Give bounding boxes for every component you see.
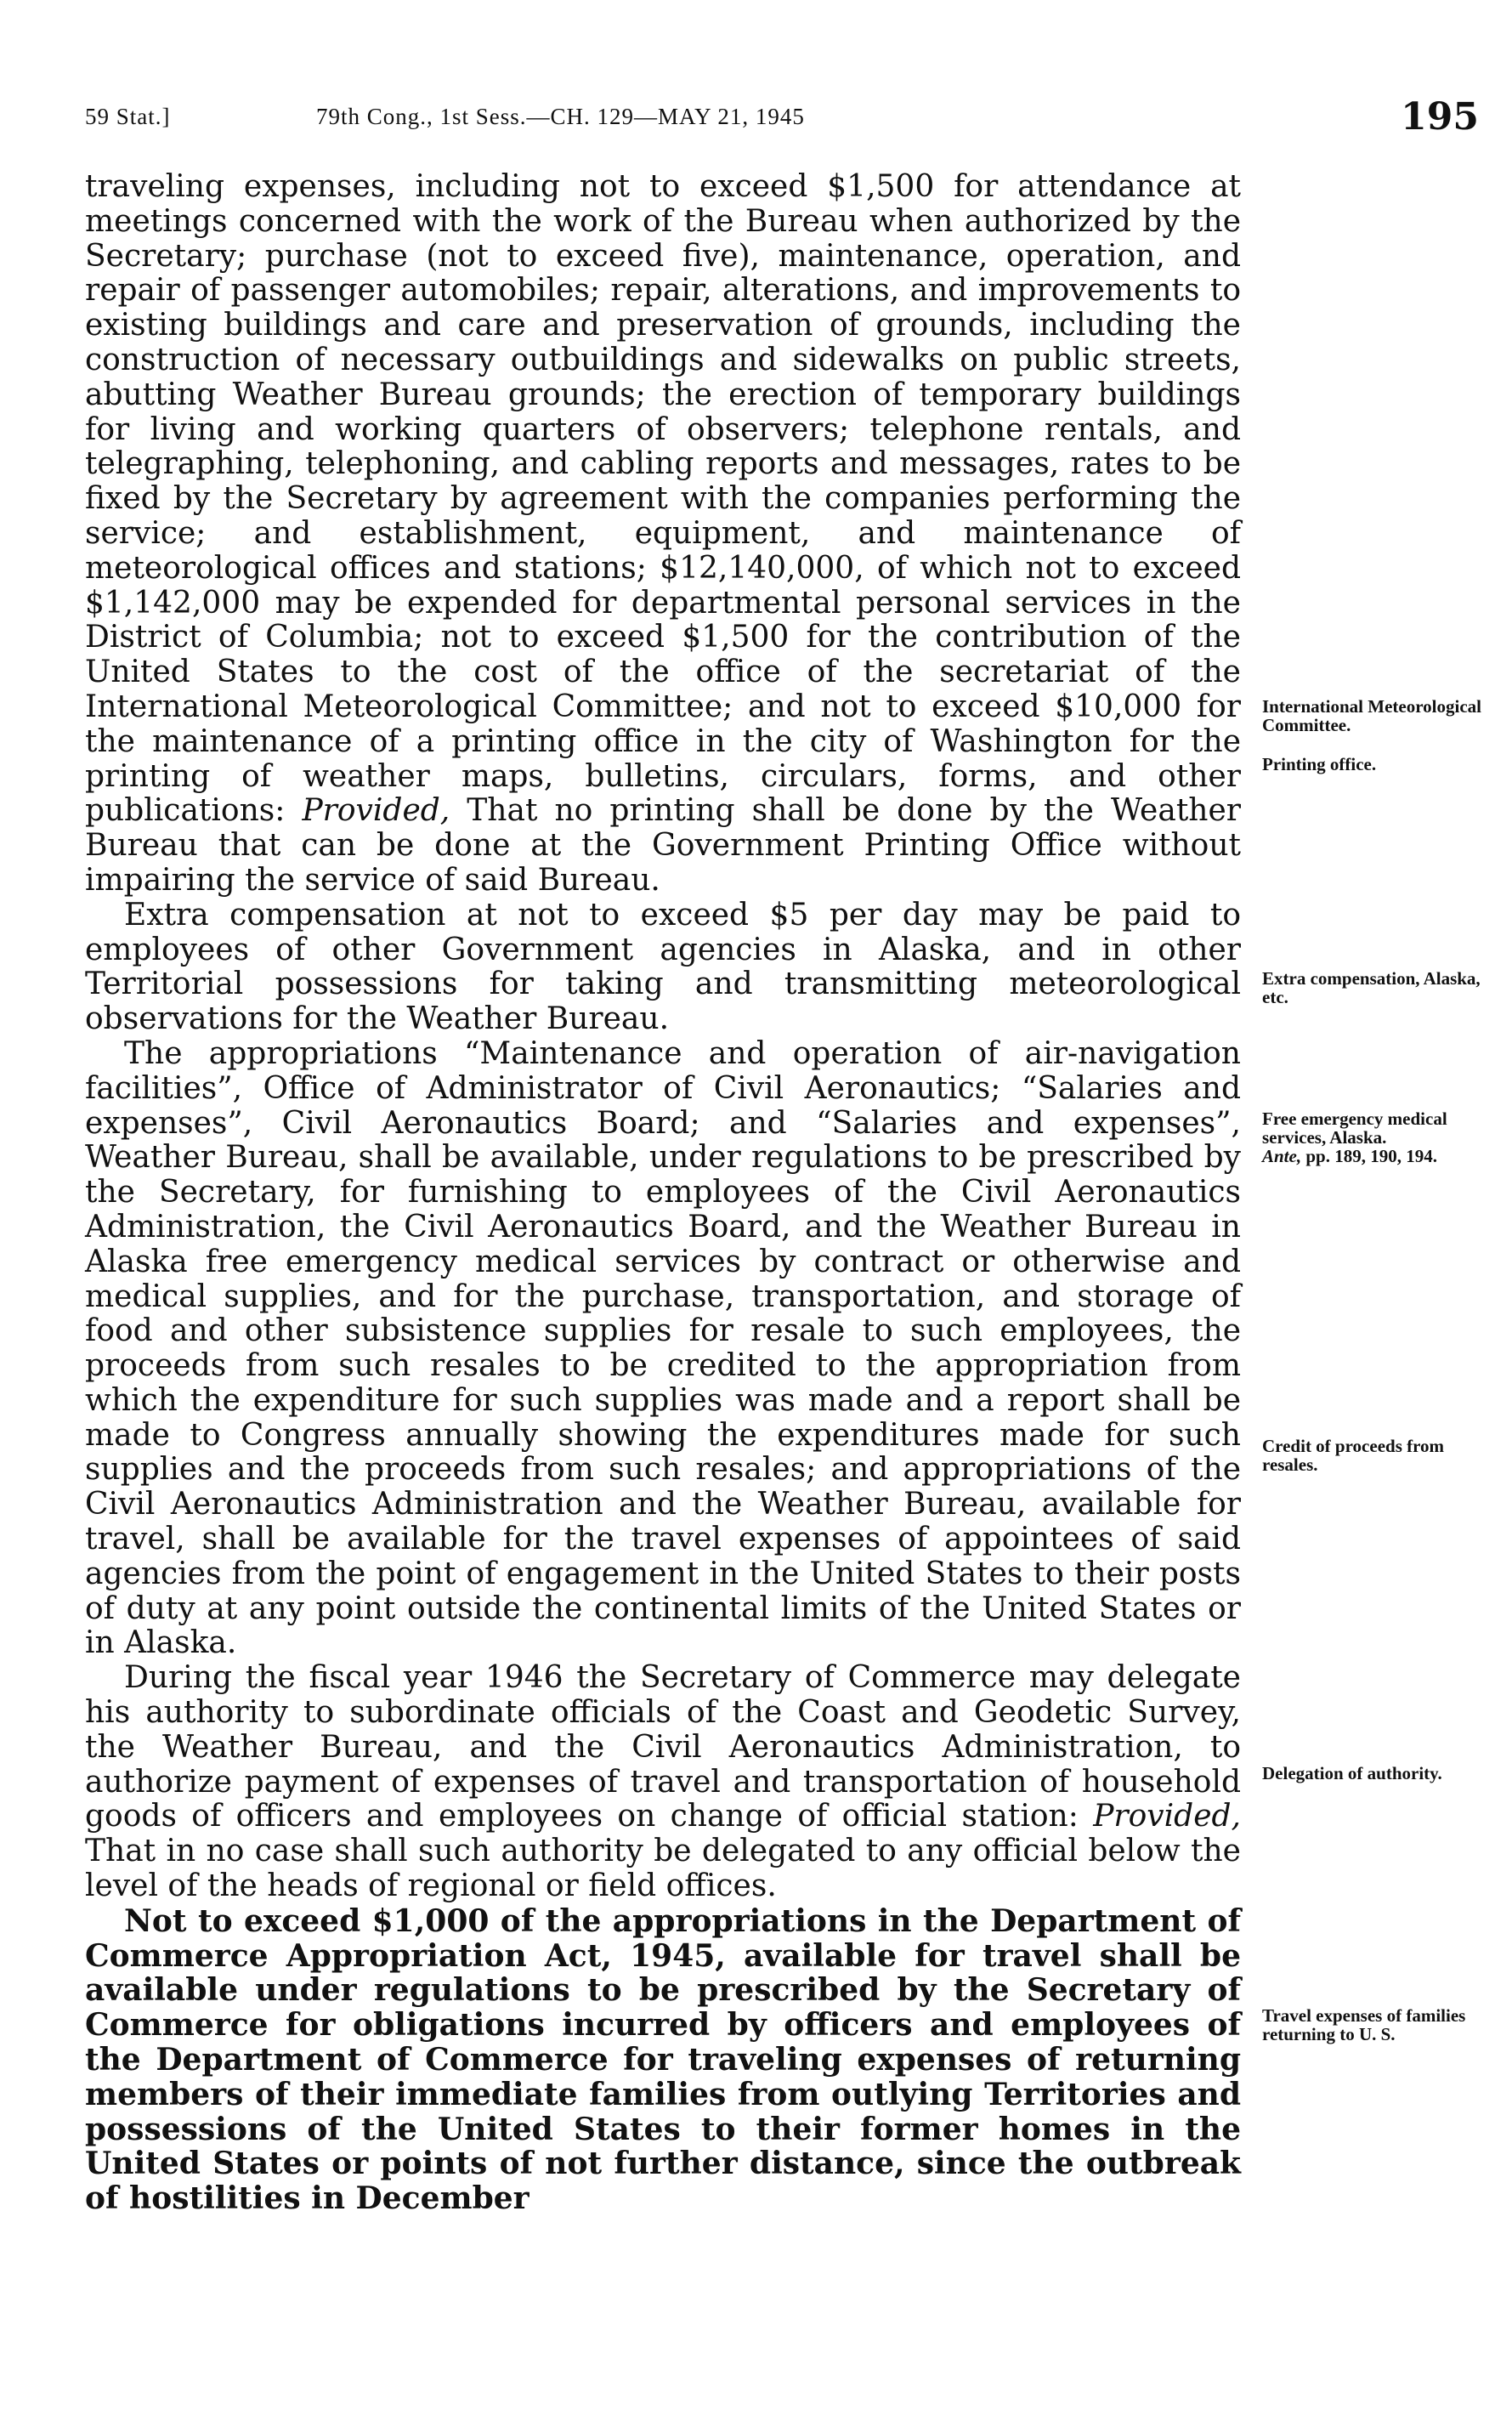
paragraph-appropriations-alaska: The appropriations “Maintenance and operation of air-navigation facilities”, Office of Administrator of Civil Aeronautics; “Salaries and expenses”, Civil Aeronautics Board; and “Salaries and expenses”, Weather Bureau, shall be available, under regulations to be prescribed by the Secretary, for furnishing to employees of the Civil Aeronautics Administration, the Civil Aeronautics Board, and the Weather Bureau in Alaska free emergency medical services by contract or otherwise and medical supplies, and for the purchase, transportation, and storage of food and other subsistence supplies for resale to such employees, the proceeds from such resales to be credited to the appropriation from which the expenditure for such supplies was made and a report shall be made to Congress annually showing the expenditures made for such supplies and the proceeds from such resales; and appropriations of the Civil Aeronautics Administration and the Weather Bureau, available for travel, shall be available for the travel expenses of appointees of said agencies from the point of engagement in the United States to their posts of duty at any point outside the continental limits of the United States or in Alaska. <box>85 1035 1241 1661</box>
margin-note-free-medical <box>1262 1109 1500 1165</box>
paragraph-weather-bureau <box>85 170 1241 899</box>
proviso-text: That in no case shall such authority be delegated to any official below the level of the heads of regional or field offices. <box>85 1834 1241 1904</box>
margin-note-delegation: Delegation of authority. <box>1262 1763 1442 1783</box>
paragraph-text: traveling expenses, including not to exceed $1,500 for attendance at meetings concerned with the work of the Bureau when authorized by the Secretary; purchase (not to exceed five), maintenance, operation, and repair of passenger automobiles; repair, alterations, and improvements to existing buildings and care and preservation of grounds, including the construction of necessary outbuildings and sidewalks on public streets, abutting Weather Bureau grounds; the erection of temporary buildings for living and working quarters of observers; telephone rentals, and telegraphing, telephoning, and cabling reports and messages, rates to be fixed by the Secretary by agreement with the companies performing the service; and establishment, equipment, and maintenance of meteorological offices and stations; $12,140,000, of which not to exceed $1,142,000 may be expended for departmental personal services in the District of Columbia; not to exceed $1,500 for the contribution of the United States to the cost of the office of the secretariat of the International Meteorological Committee; and not to exceed $10,000 for the maintenance of a printing office in the city of Washington for the printing of weather maps, bulletins, circulars, forms, and other publications: <box>85 169 1241 829</box>
page-number: 195 <box>1401 95 1479 139</box>
margin-note-ante <box>1262 1147 1500 1165</box>
statute-reference: 59 Stat.] <box>85 104 171 129</box>
margin-note-international: International Meteorological Committee. <box>1262 696 1481 735</box>
paragraph-delegation <box>85 1661 1241 1904</box>
margin-note-credit: Credit of proceeds from resales. <box>1262 1436 1445 1475</box>
paragraph-text: During the fiscal year 1946 the Secretary of Commerce may delegate his authority to subordinate officials of the Coast and Geodetic Survey, the Weather Bureau, and the Civil Aeronautics Administration, to authorize payment of expenses of travel and transportation of household goods of officers and employees on change of official station: <box>85 1660 1241 1834</box>
proviso-word: Provided, <box>1093 1799 1241 1834</box>
margin-note-text: Free emergency medical services, Alaska. <box>1262 1108 1447 1148</box>
paragraph-extra-compensation: Extra compensation at not to exceed $5 per day may be paid to employees of other Government agencies in Alaska, and in other Territorial possessions for taking and transmitting meteorological observations for the Weather Bureau. <box>85 897 1241 1037</box>
congress-session-chapter: 79th Cong., 1st Sess.—CH. 129—MAY 21, 1945 <box>316 104 805 129</box>
proviso-word: Provided, <box>302 793 450 829</box>
margin-note-extra-compensation: Extra compensation, Alaska, etc. <box>1262 968 1481 1007</box>
running-header <box>85 95 1479 138</box>
proviso-text: That no printing shall be done by the Weather Bureau that can be done at the Government Printing Office without impairing the service of said Bureau. <box>85 793 1241 898</box>
margin-note-printing: Printing office. <box>1262 754 1377 774</box>
ante-pages: pp. 189, 190, 194. <box>1301 1146 1437 1166</box>
main-text <box>85 170 1241 2216</box>
margin-note-travel: Travel expenses of families returning to U. S. <box>1262 2005 1466 2044</box>
ante-word: Ante, <box>1262 1146 1302 1166</box>
paragraph-travel-families: Not to exceed $1,000 of the appropriations in the Department of Commerce Appropriation Act, 1945, available for travel shall be available under regulations to be prescribed by the Secretary of Commerce for obligations incurred by officers and employees of the Department of Commerce for traveling expenses of returning members of their immediate families from outlying Territories and possessions of the United States to their former homes in the United States or points of not further distance, since the outbreak of hostilities in December <box>85 1902 1241 2217</box>
